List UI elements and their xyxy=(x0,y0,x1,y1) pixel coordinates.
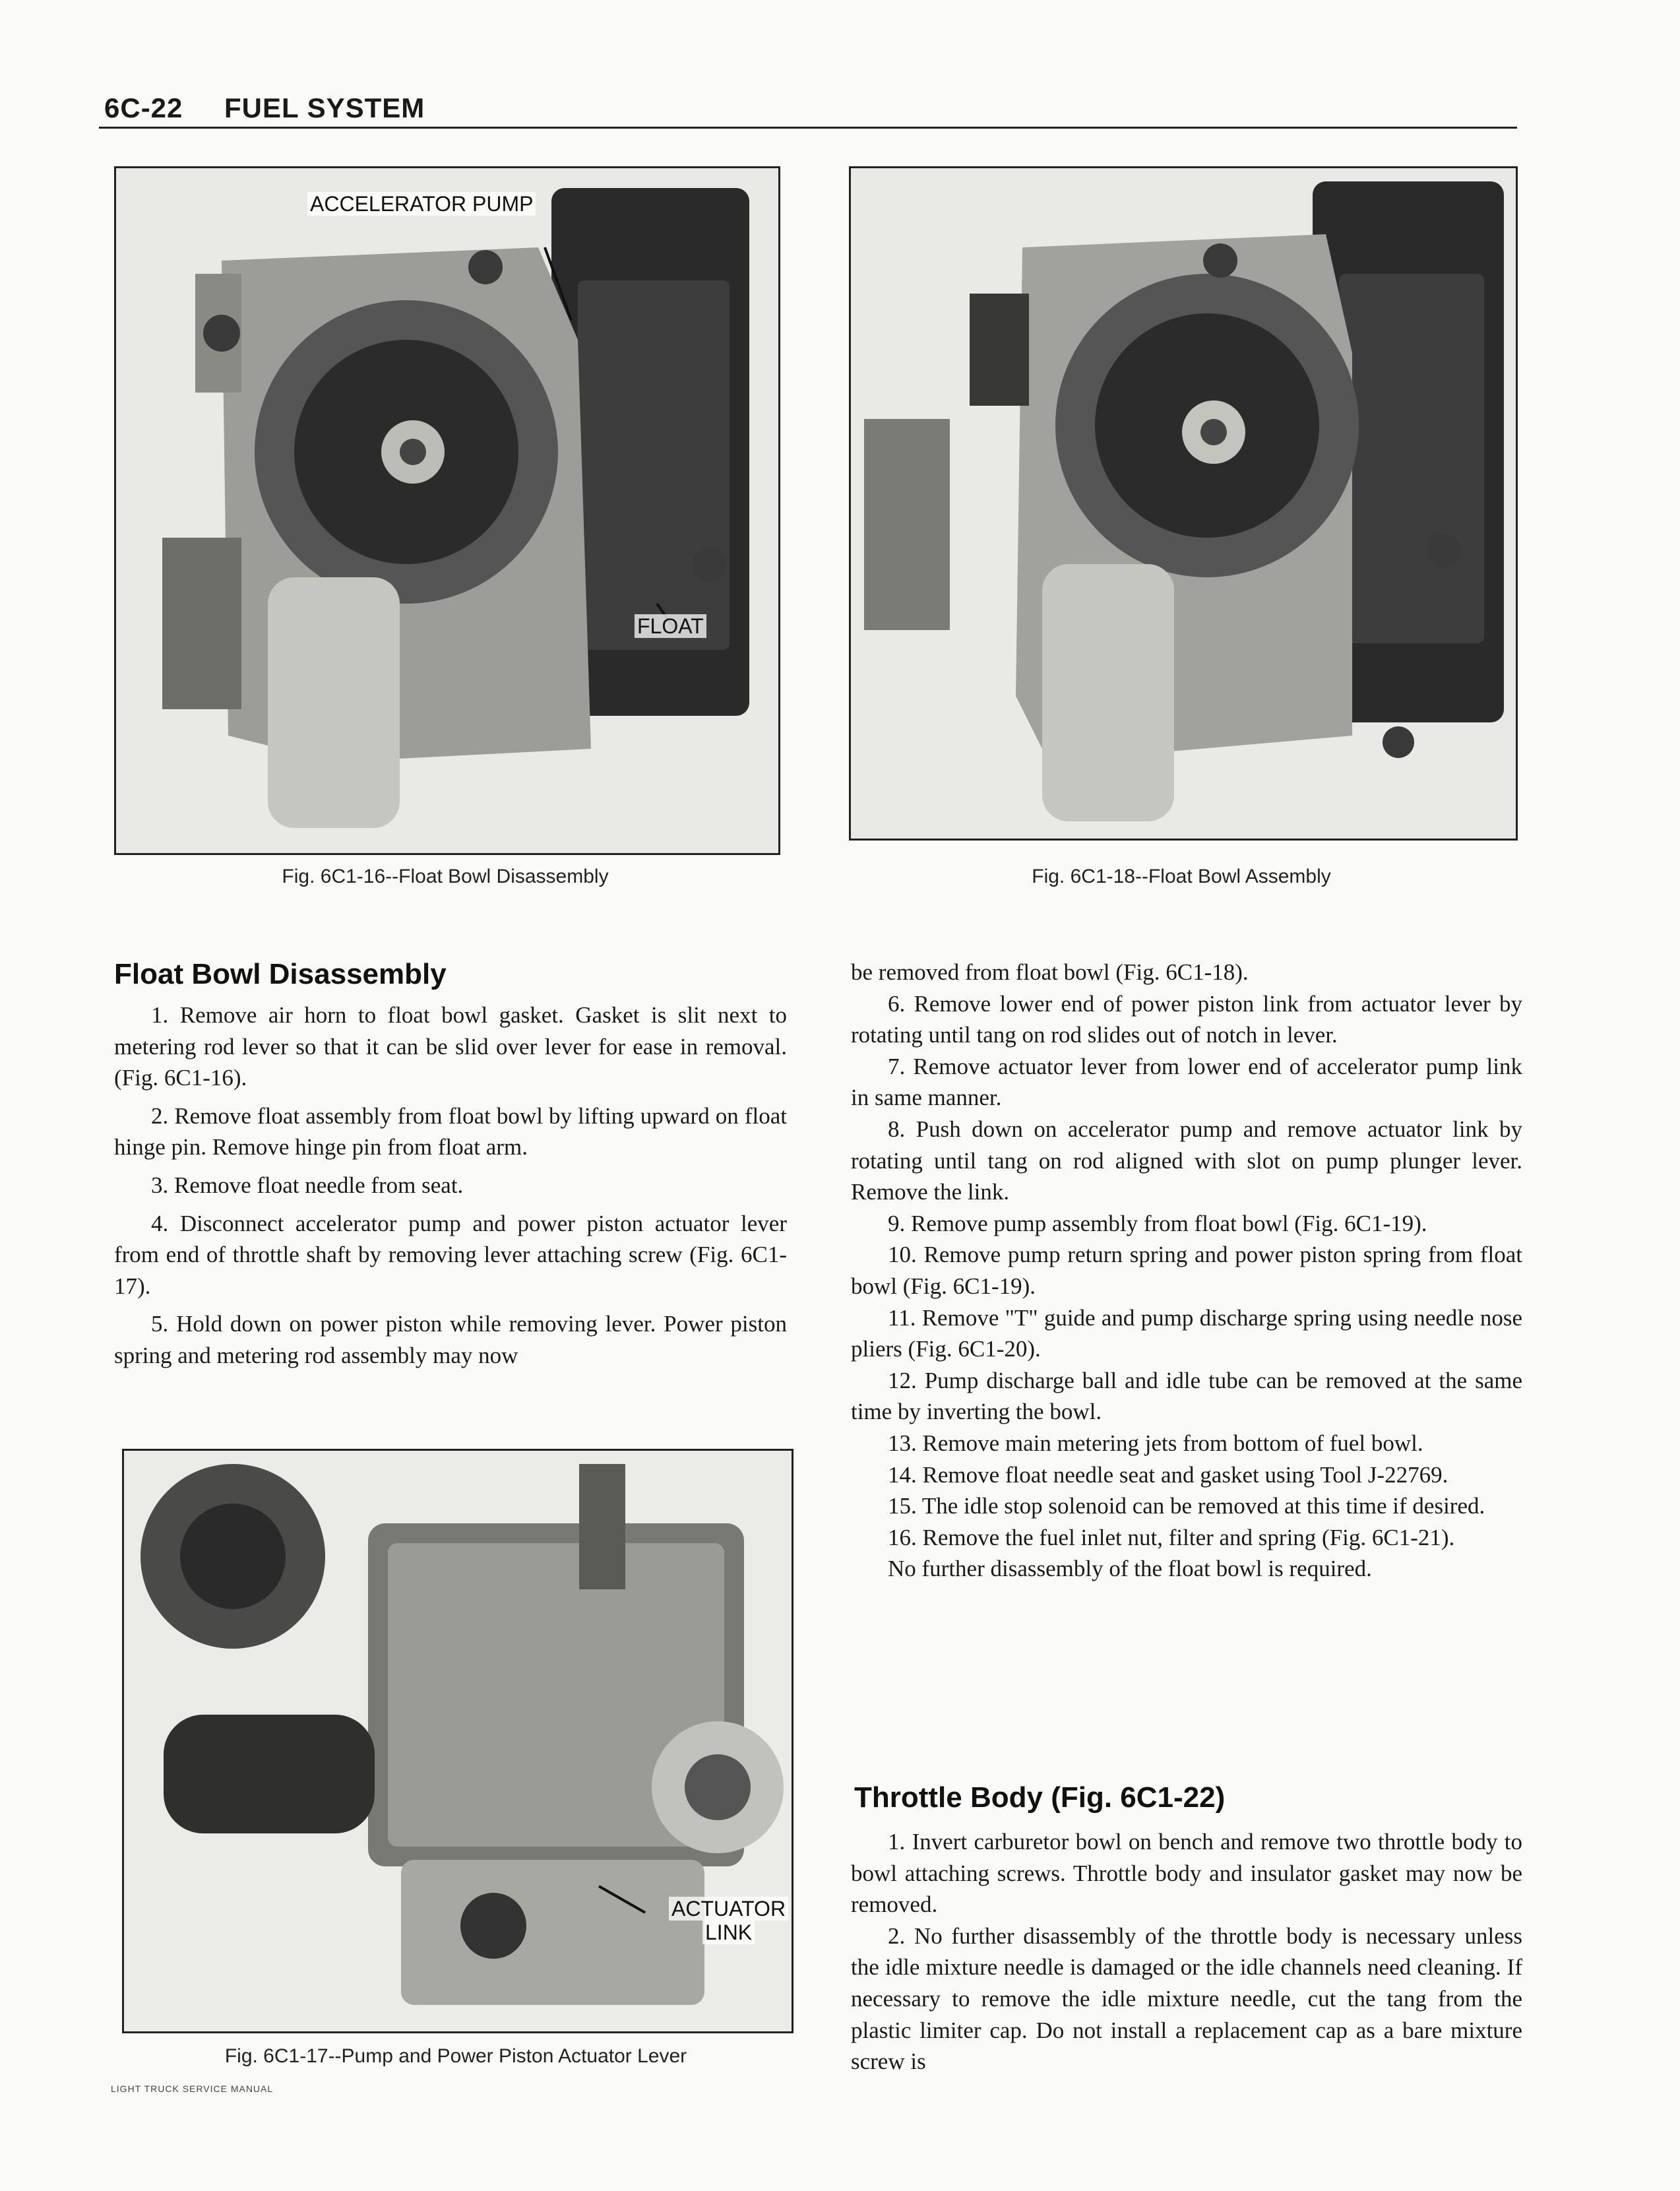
paragraph: 5. Hold down on power piston while removing lever. Power piston spring and metering rod assembly may now xyxy=(114,1311,787,1368)
section-heading: Float Bowl Disassembly xyxy=(114,958,447,990)
callout-link: LINK xyxy=(702,1921,755,1944)
page-number: 6C-22 xyxy=(104,92,183,123)
left-text-column xyxy=(114,1000,787,1372)
paragraph: 13. Remove main metering jets from bottom of fuel bowl. xyxy=(888,1430,1423,1456)
paragraph: 4. Disconnect accelerator pump and power piston actuator lever from end of throttle shaft by removing lever attaching screw (Fig. 6C1-17). xyxy=(114,1210,787,1299)
header-rule xyxy=(99,127,1517,129)
page-footer: LIGHT TRUCK SERVICE MANUAL xyxy=(111,2083,274,2094)
paragraph: 1. Remove air horn to float bowl gasket. Gasket is slit next to metering rod lever so that it can be slid over lever for ease in removal. (Fig. 6C1-16). xyxy=(114,1002,787,1091)
right-text-column-continued xyxy=(851,1826,1522,2078)
paragraph: 3. Remove float needle from seat. xyxy=(151,1172,464,1198)
carburetor-photo xyxy=(116,168,778,853)
paragraph: 10. Remove pump return spring and power piston spring from float bowl (Fig. 6C1-19). xyxy=(851,1242,1522,1299)
paragraph: 14. Remove float needle seat and gasket using Tool J-22769. xyxy=(888,1461,1448,1488)
carburetor-photo xyxy=(124,1451,792,2031)
paragraph: 6. Remove lower end of power piston link from actuator lever by rotating until tang on rod slides out of notch in lever. xyxy=(851,990,1522,1048)
callout-actuator: ACTUATOR xyxy=(669,1897,788,1921)
paragraph: 12. Pump discharge ball and idle tube can be removed at the same time by inverting the bowl. xyxy=(851,1367,1522,1425)
paragraph: 2. Remove float assembly from float bowl by lifting upward on float hinge pin. Remove hinge pin from float arm. xyxy=(114,1102,787,1160)
callout-float: FLOAT xyxy=(635,614,706,638)
paragraph: No further disassembly of the float bowl is required. xyxy=(888,1556,1372,1582)
figure-float-bowl-disassembly xyxy=(114,166,780,855)
paragraph: 7. Remove actuator lever from lower end of accelerator pump link in same manner. xyxy=(851,1053,1522,1111)
paragraph: 9. Remove pump assembly from float bowl (Fig. 6C1-19). xyxy=(888,1210,1427,1236)
figure-caption: Fig. 6C1-17--Pump and Power Piston Actuator Lever xyxy=(224,2045,687,2067)
paragraph: be removed from float bowl (Fig. 6C1-18). xyxy=(851,959,1249,985)
section-heading: Throttle Body (Fig. 6C1-22) xyxy=(854,1781,1226,1814)
figure-pump-actuator-lever xyxy=(122,1449,793,2033)
paragraph: 15. The idle stop solenoid can be removed at this time if desired. xyxy=(888,1493,1485,1519)
figure-float-bowl-assembly xyxy=(849,166,1518,841)
page-header xyxy=(99,92,1517,127)
figure-caption: Fig. 6C1-16--Float Bowl Disassembly xyxy=(282,866,609,887)
paragraph: 8. Push down on accelerator pump and remove actuator link by rotating until tang on rod aligned with slot on pump plunger lever. Remove the link. xyxy=(851,1116,1522,1205)
paragraph: 1. Invert carburetor bowl on bench and remove two throttle body to bowl attaching screws. Throttle body and insulator gasket may now be removed. xyxy=(851,1829,1522,1918)
section-title: FUEL SYSTEM xyxy=(224,92,425,123)
right-text-column xyxy=(851,957,1522,1585)
paragraph: 2. No further disassembly of the throttle body is necessary unless the idle mixture needle is damaged or the idle channels need cleaning. If necessary to remove the idle mixture needle, cut the tang from the plastic limiter cap. Do not install a replacement cap as a bare mixture screw is xyxy=(851,1922,1522,2075)
carburetor-photo xyxy=(851,168,1516,839)
paragraph: 16. Remove the fuel inlet nut, filter and spring (Fig. 6C1-21). xyxy=(888,1524,1455,1550)
callout-accelerator-pump: ACCELERATOR PUMP xyxy=(307,192,536,216)
figure-caption: Fig. 6C1-18--Float Bowl Assembly xyxy=(1032,866,1331,887)
paragraph: 11. Remove "T" guide and pump discharge spring using needle nose pliers (Fig. 6C1-20). xyxy=(851,1304,1522,1362)
